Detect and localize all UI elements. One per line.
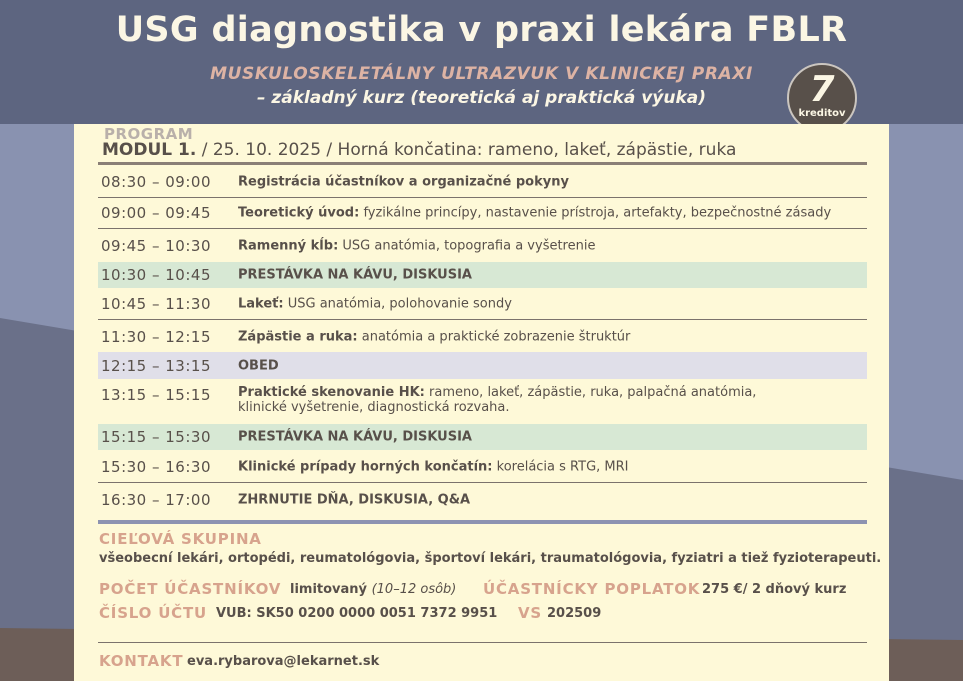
schedule-time: 10:30 – 10:45 xyxy=(101,266,211,284)
program-label: PROGRAM xyxy=(104,125,194,143)
schedule-row xyxy=(98,166,867,198)
schedule-row xyxy=(98,289,867,320)
contact-label: KONTAKT xyxy=(99,652,184,670)
schedule-desc: OBED xyxy=(238,358,279,373)
schedule-desc: Klinické prípady horných končatín: korelácia s RTG, MRI xyxy=(238,459,629,474)
schedule-row xyxy=(98,321,867,352)
schedule-time: 15:15 – 15:30 xyxy=(101,428,211,446)
schedule-row xyxy=(98,198,867,229)
schedule-row-break xyxy=(98,262,867,288)
schedule-row-break xyxy=(98,424,867,450)
schedule-time: 11:30 – 12:15 xyxy=(101,327,211,346)
credits-label: kreditov xyxy=(798,108,846,119)
schedule-time: 12:15 – 13:15 xyxy=(101,356,211,375)
participants-value: limitovaný (10–12 osôb) xyxy=(290,582,457,597)
schedule-desc: PRESTÁVKA NA KÁVU, DISKUSIA xyxy=(238,429,472,445)
module-heading xyxy=(102,140,736,160)
contact-email[interactable]: eva.rybarova@lekarnet.sk xyxy=(187,654,380,669)
fee-value: 275 €/ 2 dňový kurz xyxy=(702,582,847,597)
schedule-row xyxy=(98,451,867,483)
schedule-row xyxy=(98,484,867,516)
schedule-time: 10:45 – 11:30 xyxy=(101,295,211,313)
schedule-desc: Lakeť: USG anatómia, polohovanie sondy xyxy=(238,296,512,312)
schedule-time: 09:45 – 10:30 xyxy=(101,237,211,255)
schedule-desc: Ramenný kĺb: USG anatómia, topografia a vyšetrenie xyxy=(238,238,596,254)
fee-label: ÚČASTNÍCKY POPLATOK xyxy=(483,580,701,598)
schedule-desc: Zápästie a ruka: anatómia a praktické zobrazenie štruktúr xyxy=(238,329,631,344)
subtitle-line-2: – základný kurz (teoretická aj praktická výuka) xyxy=(256,88,707,108)
credits-number: 7 xyxy=(809,69,835,110)
schedule-desc: Registrácia účastníkov a organizačné pokyny xyxy=(238,174,569,189)
schedule-desc: Praktické skenovanie HK: rameno, lakeť, zápästie, ruka, palpačná anatómia, klinické vyšetrenie, diagnostická rozvaha. xyxy=(238,385,757,415)
schedule-time: 08:30 – 09:00 xyxy=(101,172,211,191)
vs-value: 202509 xyxy=(547,606,602,621)
target-group-label: CIEĽOVÁ SKUPINA xyxy=(99,530,262,548)
schedule-time: 09:00 – 09:45 xyxy=(101,204,211,222)
schedule-row xyxy=(98,380,867,423)
contact-divider xyxy=(98,642,867,643)
schedule-time: 13:15 – 15:15 xyxy=(101,386,211,404)
schedule-row xyxy=(98,230,867,262)
vs-label: VS xyxy=(518,604,543,622)
schedule-desc: PRESTÁVKA NA KÁVU, DISKUSIA xyxy=(238,267,472,283)
account-label: ČÍSLO ÚČTU xyxy=(99,604,207,622)
schedule-desc: Teoretický úvod: fyzikálne princípy, nastavenie prístroja, artefakty, bezpečnostné zásady xyxy=(238,205,832,221)
program-sheet xyxy=(74,124,889,681)
target-group-text: všeobecní lekári, ortopédi, reumatológovia, športoví lekári, traumatológovia, fyziatri a tiež fyzioterapeuti. xyxy=(99,551,882,566)
schedule-desc: ZHRNUTIE DŇA, DISKUSIA, Q&A xyxy=(238,492,471,508)
schedule-time: 16:30 – 17:00 xyxy=(101,491,211,509)
account-value: VUB: SK50 0200 0000 0051 7372 9951 xyxy=(216,606,498,621)
subtitle-line-1: MUSKULOSKELETÁLNY ULTRAZVUK V KLINICKEJ PRAXI xyxy=(210,64,753,84)
page-title: USG diagnostika v praxi lekára FBLR xyxy=(115,10,848,50)
schedule-row-lunch xyxy=(98,352,867,379)
bottom-divider xyxy=(98,520,867,524)
schedule-time: 15:30 – 16:30 xyxy=(101,457,211,476)
top-divider xyxy=(98,162,867,165)
module-date-topic: / 25. 10. 2025 / Horná končatina: rameno, lakeť, zápästie, ruka xyxy=(196,140,737,160)
credits-badge xyxy=(787,63,857,133)
module-name: MODUL 1. xyxy=(102,140,197,160)
participants-label: POČET ÚČASTNÍKOV xyxy=(99,580,282,598)
